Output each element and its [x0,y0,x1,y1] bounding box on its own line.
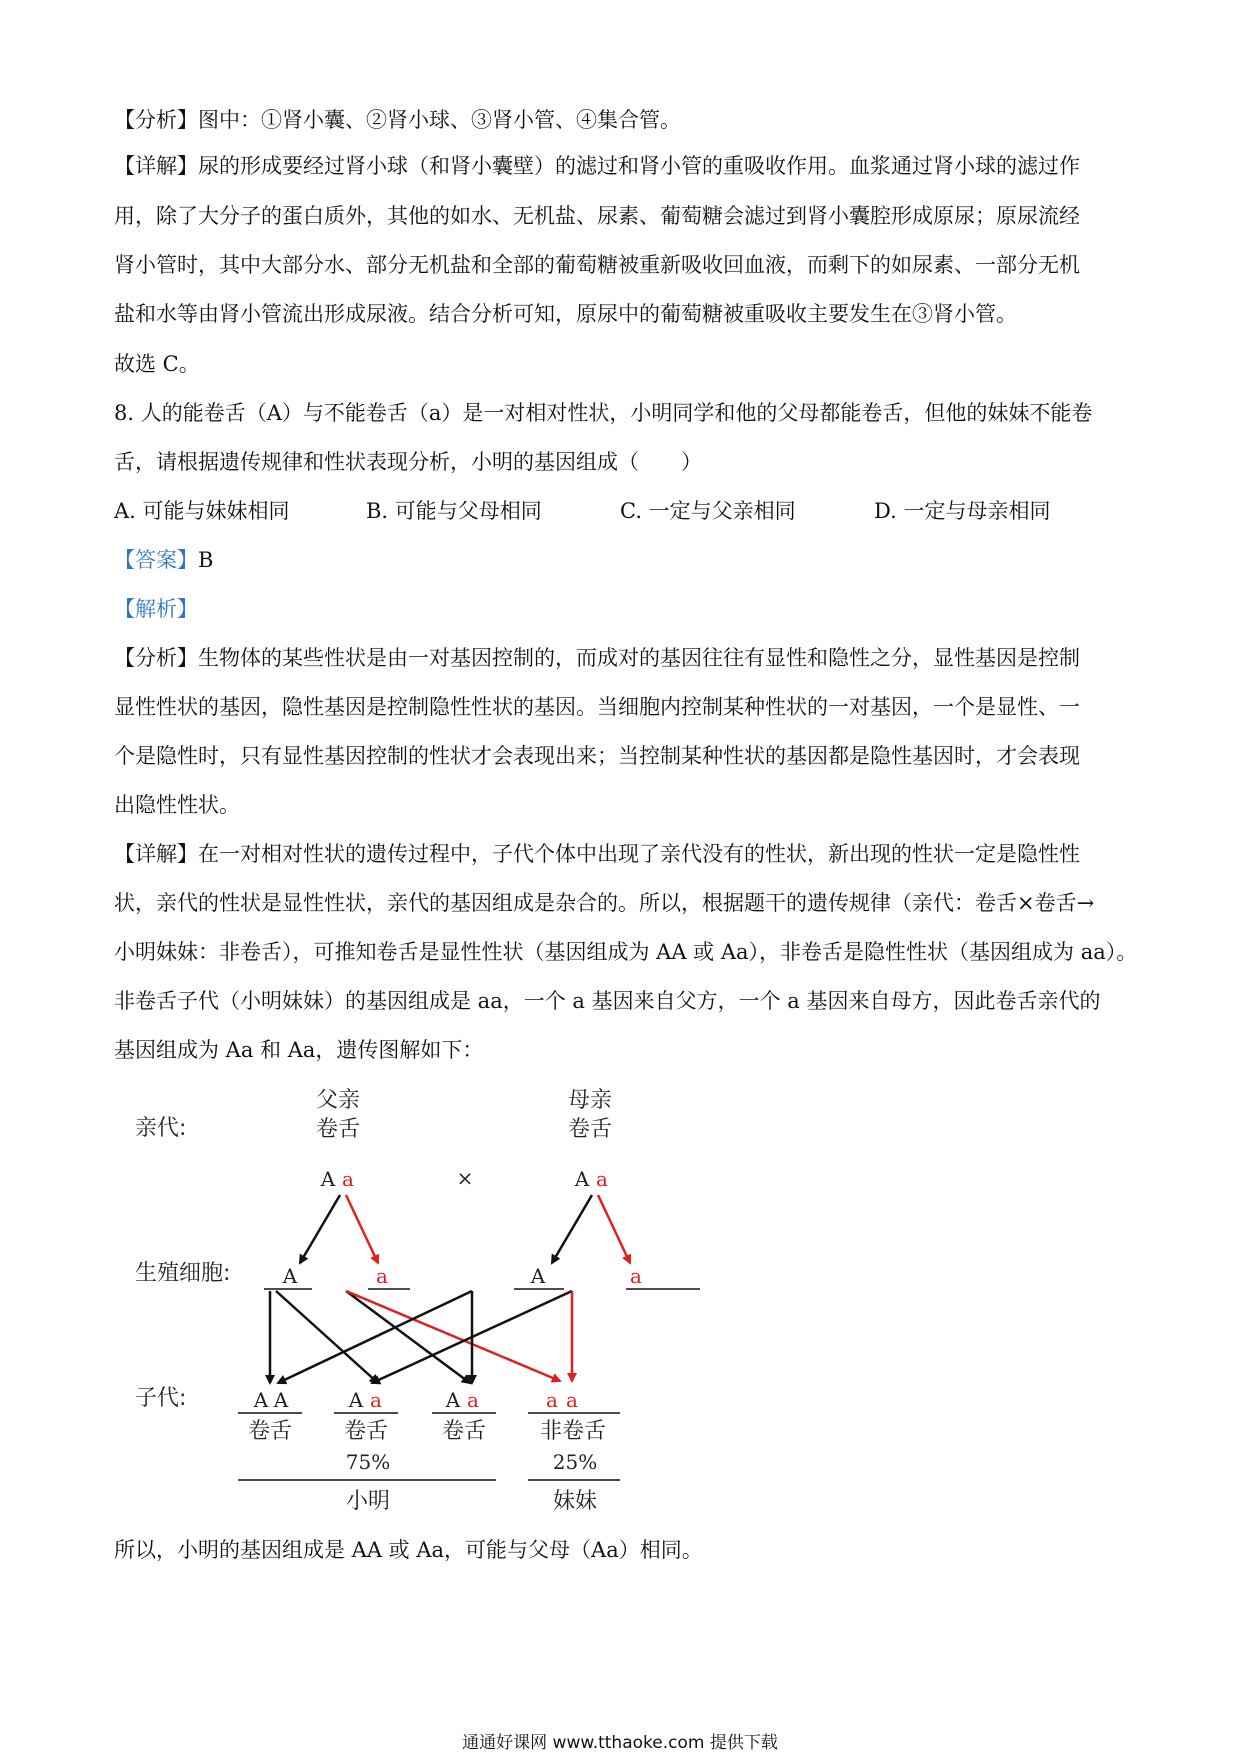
analysis-2-line-4: 出隐性性状。 [114,793,240,817]
question-8-line-1: 8. 人的能卷舌（A）与不能卷舌（a）是一对相对性状，小明同学和他的父母都能卷舌，但他的妹妹不能卷 [114,401,1093,425]
arrow-mother-to-gamete-a-dominant [552,1195,592,1263]
gamete-mother-recessive: a [630,1264,642,1288]
option-c: C. 一定与父亲相同 [620,499,796,523]
question-8-line-2: 舌，请根据遗传规律和性状表现分析，小明的基因组成（ ） [114,450,702,474]
detail-1-line-1: 【详解】尿的形成要经过肾小球（和肾小囊壁）的滤过和肾小管的重吸收作用。血浆通过肾小球的滤过作 [114,154,1080,178]
analysis-2-line-2: 显性性状的基因，隐性基因是控制隐性性状的基因。当细胞内控制某种性状的一对基因，一个是显性、一 [114,695,1080,719]
detail-1-line-4: 盐和水等由肾小管流出形成尿液。结合分析可知，原尿中的葡萄糖被重吸收主要发生在③肾小管。 [114,302,1017,326]
conclusion: 所以，小明的基因组成是 AA 或 Aa，可能与父母（Aa）相同。 [114,1538,703,1562]
footer: 通通好课网 www.tthaoke.com 提供下载 [462,1733,778,1753]
option-a: A. 可能与妹妹相同 [114,499,290,523]
analysis-2-line-1: 【分析】生物体的某些性状是由一对基因控制的，而成对的基因往往有显性和隐性之分，显性基因是控制 [114,646,1080,670]
gamete-mother-dominant: A [530,1264,546,1288]
offspring-3-gene-1: A [445,1388,461,1412]
offspring-2-gene-2: a [370,1388,382,1412]
detail-1-line-2: 用，除了大分子的蛋白质外，其他的如水、无机盐、尿素、葡萄糖会滤过到肾小囊腔形成原尿；原尿流经 [114,204,1080,228]
mother-gene-dominant: A [574,1167,590,1191]
gamete-father-recessive: a [376,1264,388,1288]
detail-2-line-4: 非卷舌子代（小明妹妹）的基因组成是 aa，一个 a 基因来自父方，一个 a 基因来自母方，因此卷舌亲代的 [114,989,1101,1013]
father-title: 父亲 [315,1088,361,1113]
gamete-row-label: 生殖细胞: [135,1261,231,1286]
offspring-1-trait: 卷舌 [247,1419,293,1444]
offspring-4-gene-1: a [546,1388,558,1412]
offspring-row-label: 子代: [135,1386,187,1411]
option-d: D. 一定与母亲相同 [874,499,1051,523]
group-recessive: 妹妹 [552,1489,598,1514]
arrow-father-to-gamete-a-recessive [346,1195,378,1263]
analysis-2-line-3: 个是隐性时，只有显性基因控制的性状才会表现出来；当控制某种性状的基因都是隐性基因时，才会表现 [114,744,1080,768]
cross-symbol: × [456,1166,474,1190]
percent-dominant: 75% [345,1450,391,1474]
genetic-cross-diagram [120,1085,720,1525]
detail-2-line-2: 状，亲代的性状是显性性状，亲代的基因组成是杂合的。所以，根据题干的遗传规律（亲代：卷舌×卷舌→ [114,891,1095,915]
offspring-1-gene-1: A [253,1388,269,1412]
explain-label: 【解析】 [114,597,198,621]
analysis-1: 【分析】图中：①肾小囊、②肾小球、③肾小管、④集合管。 [114,108,681,132]
offspring-1-gene-2: A [273,1388,289,1412]
arrow-mother-to-gamete-a-recessive [598,1195,630,1263]
option-b: B. 可能与父母相同 [366,499,542,523]
detail-2-line-1: 【详解】在一对相对性状的遗传过程中，子代个体中出现了亲代没有的性状，新出现的性状一定是隐性性 [114,842,1080,866]
detail-2-line-5: 基因组成为 Aa 和 Aa，遗传图解如下： [114,1038,484,1062]
group-dominant: 小明 [345,1489,391,1514]
offspring-2-gene-1: A [348,1388,364,1412]
mother-title: 母亲 [567,1088,613,1113]
answer-line [114,545,1134,575]
answer-label: 【答案】 [114,548,198,572]
percent-recessive: 25% [552,1450,598,1474]
father-gene-dominant: A [320,1167,336,1191]
choice-1: 故选 C。 [114,352,200,376]
offspring-3-trait: 卷舌 [441,1419,487,1444]
father-trait: 卷舌 [315,1117,361,1142]
offspring-4-trait: 非卷舌 [539,1419,607,1444]
parent-row-label: 亲代: [135,1116,187,1141]
mother-trait: 卷舌 [567,1117,613,1142]
detail-1-line-3: 肾小管时，其中大部分水、部分无机盐和全部的葡萄糖被重新吸收回血液，而剩下的如尿素、一部分无机 [114,253,1080,277]
arrow-gamete-to-offspring [278,1291,472,1383]
detail-2-line-3: 小明妹妹：非卷舌），可推知卷舌是显性性状（基因组成为 AA 或 Aa），非卷舌是隐性性状（基因组成为 aa）。 [114,940,1138,964]
offspring-3-gene-2: a [467,1388,479,1412]
arrow-gamete-to-offspring [346,1291,470,1383]
gamete-father-dominant: A [282,1264,298,1288]
father-gene-recessive: a [342,1167,354,1191]
answer-value: B [198,548,214,572]
offspring-2-trait: 卷舌 [343,1419,389,1444]
mother-gene-recessive: a [596,1167,608,1191]
arrow-father-to-gamete-a-dominant [300,1195,340,1263]
offspring-4-gene-2: a [566,1388,578,1412]
